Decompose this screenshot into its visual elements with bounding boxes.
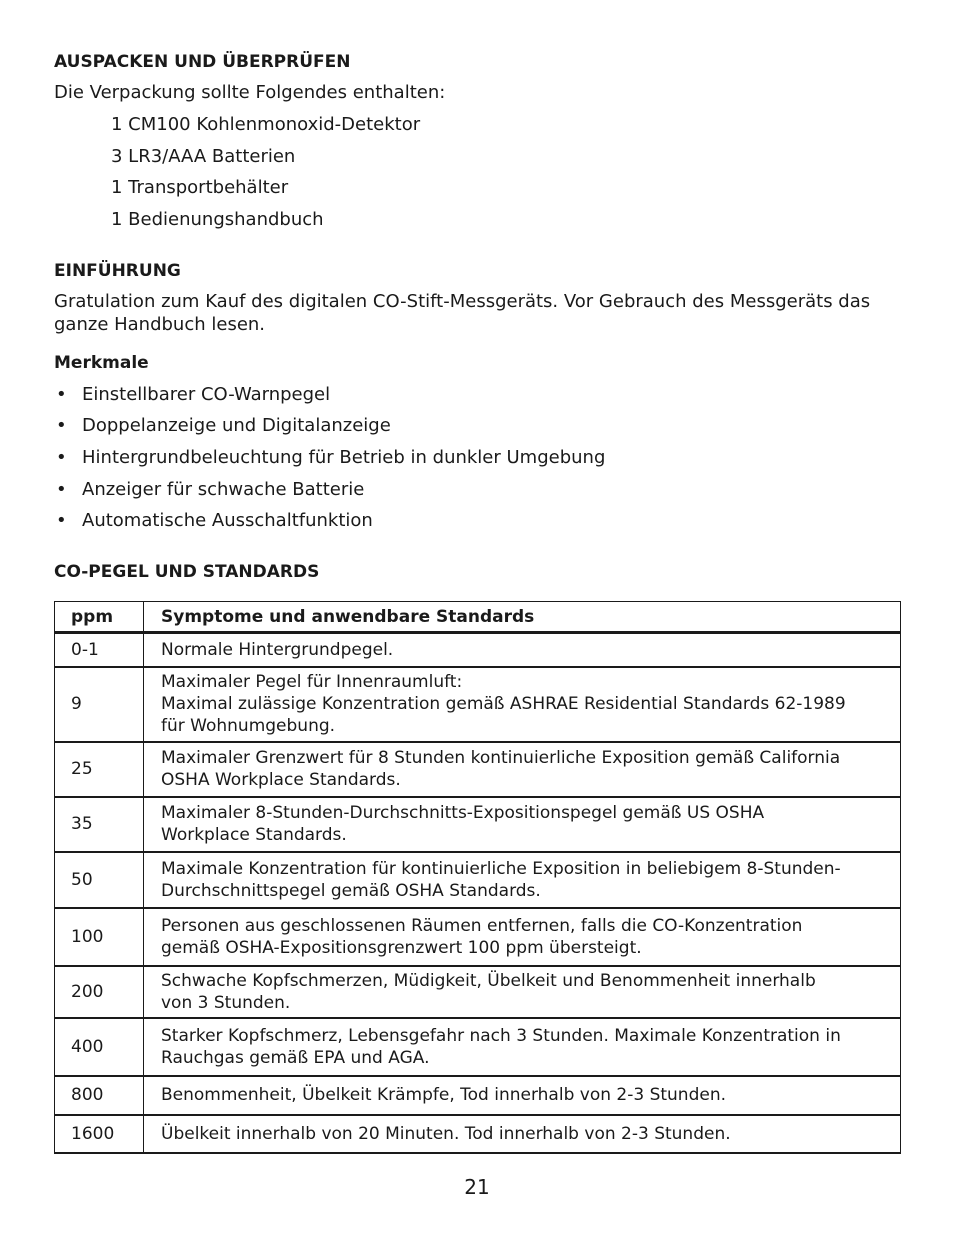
symptom-line: OSHA Workplace Standards.	[161, 770, 401, 790]
symptom-cell	[144, 797, 901, 852]
ppm-cell: 50	[55, 852, 144, 908]
feature-text: Einstellbarer CO-Warnpegel	[82, 384, 331, 405]
symptom-cell	[144, 852, 901, 908]
table-row	[55, 1076, 901, 1115]
symptom-line: Maximale Konzentration für kontinuierliche Exposition in beliebigem 8-Stunden-	[161, 858, 841, 879]
table-row	[55, 966, 901, 1018]
symptom-line: Starker Kopfschmerz, Lebensgefahr nach 3 Stunden. Maximale Konzentration in	[161, 1025, 841, 1046]
symptom-line: Schwache Kopfschmerzen, Müdigkeit, Übelkeit und Benommenheit innerhalb	[161, 970, 816, 991]
heading-co-levels: CO-PEGEL UND STANDARDS	[54, 562, 320, 582]
ppm-cell: 35	[55, 797, 144, 852]
symptom-line: Maximaler Grenzwert für 8 Stunden kontinuierliche Exposition gemäß California	[161, 748, 841, 768]
ppm-cell: 800	[55, 1076, 144, 1115]
ppm-cell: 200	[55, 966, 144, 1018]
symptom-cell	[144, 667, 901, 742]
symptom-cell	[144, 742, 901, 797]
symptom-line: Rauchgas gemäß EPA und AGA.	[161, 1047, 430, 1068]
introduction-text: Gratulation zum Kauf des digitalen CO-Stift-Messgeräts. Vor Gebrauch des Messgeräts das ganze Handbuch lesen.	[54, 291, 871, 335]
feature-text: Doppelanzeige und Digitalanzeige	[82, 415, 391, 436]
feature-text: Anzeiger für schwache Batterie	[82, 479, 365, 500]
column-header-ppm: ppm	[55, 602, 144, 633]
feature-text: Hintergrundbeleuchtung für Betrieb in dunkler Umgebung	[82, 447, 606, 468]
ppm-cell: 100	[55, 908, 144, 966]
symptom-line: Maximaler 8-Stunden-Durchschnitts-Expositionspegel gemäß US OSHA	[161, 803, 765, 823]
unpack-intro: Die Verpackung sollte Folgendes enthalten:	[54, 82, 446, 103]
symptom-cell	[144, 966, 901, 1018]
symptom-line: Personen aus geschlossenen Räumen entfernen, falls die CO-Konzentration	[161, 915, 803, 936]
symptom-line: von 3 Stunden.	[161, 992, 291, 1013]
bullet: •	[56, 384, 67, 405]
ppm-cell: 400	[55, 1018, 144, 1076]
bullet: •	[56, 479, 67, 500]
table-row	[55, 908, 901, 966]
package-item: 1 CM100 Kohlenmonoxid-Detektor	[111, 114, 421, 135]
symptom-cell	[144, 633, 901, 667]
symptom-line: Normale Hintergrundpegel.	[161, 639, 394, 660]
symptom-line: Maximaler Pegel für Innenraumluft:	[161, 672, 463, 692]
bullet: •	[56, 510, 67, 531]
symptom-line: Maximal zulässige Konzentration gemäß ASHRAE Residential Standards 62-1989	[161, 694, 846, 714]
ppm-cell: 1600	[55, 1115, 144, 1153]
symptom-line: gemäß OSHA-Expositionsgrenzwert 100 ppm übersteigt.	[161, 937, 642, 958]
package-item: 3 LR3/AAA Batterien	[111, 146, 296, 167]
symptom-line: Workplace Standards.	[161, 825, 347, 845]
symptom-cell	[144, 1115, 901, 1153]
symptom-cell	[144, 908, 901, 966]
table-row	[55, 742, 901, 797]
symptom-line: für Wohnumgebung.	[161, 716, 336, 736]
bullet: •	[56, 415, 67, 436]
table-row	[55, 1115, 901, 1153]
bullet: •	[56, 447, 67, 468]
heading-introduction: EINFÜHRUNG	[54, 261, 181, 281]
table-row	[55, 797, 901, 852]
feature-text: Automatische Ausschaltfunktion	[82, 510, 373, 531]
table-row	[55, 633, 901, 667]
page-number: 21	[464, 1175, 490, 1199]
heading-unpack: AUSPACKEN UND ÜBERPRÜFEN	[54, 52, 351, 72]
symptom-line: Benommenheit, Übelkeit Krämpfe, Tod innerhalb von 2-3 Stunden.	[161, 1085, 727, 1105]
ppm-cell: 25	[55, 742, 144, 797]
symptom-cell	[144, 1018, 901, 1076]
table-row	[55, 1018, 901, 1076]
table-header-row	[55, 602, 901, 633]
symptom-line: Durchschnittspegel gemäß OSHA Standards.	[161, 880, 541, 901]
package-item: 1 Transportbehälter	[111, 177, 289, 198]
table-row	[55, 852, 901, 908]
symptom-line: Übelkeit innerhalb von 20 Minuten. Tod innerhalb von 2-3 Stunden.	[161, 1123, 731, 1144]
co-levels-table	[54, 601, 901, 1154]
package-item: 1 Bedienungshandbuch	[111, 209, 324, 230]
symptom-cell	[144, 1076, 901, 1115]
heading-features: Merkmale	[54, 353, 149, 373]
ppm-cell: 9	[55, 667, 144, 742]
table-row	[55, 667, 901, 742]
column-header-symptoms: Symptome und anwendbare Standards	[144, 602, 901, 633]
ppm-cell: 0-1	[55, 633, 144, 667]
